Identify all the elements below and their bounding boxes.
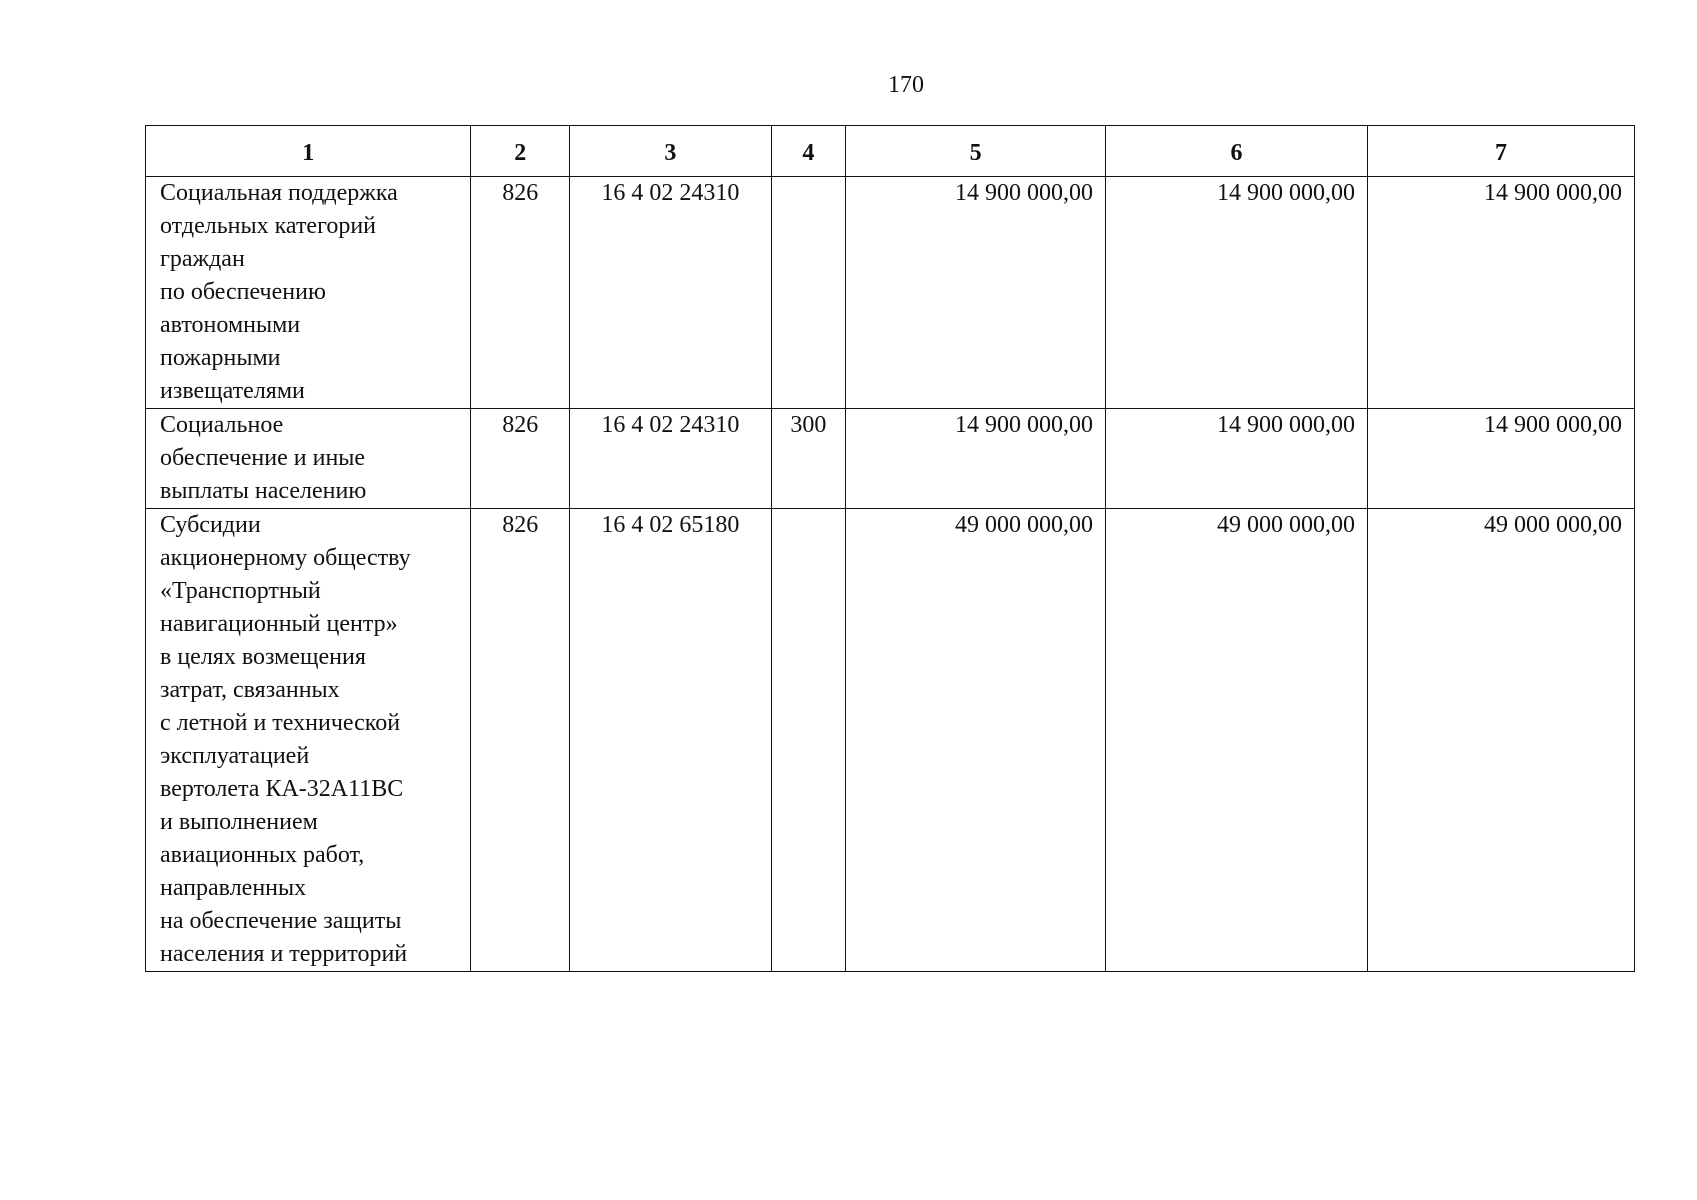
- column-header-6: 6: [1106, 126, 1368, 177]
- row-name-cell: Социальная поддержка отдельных категорий граждан по обеспечению автономными пожарными извещателями: [146, 177, 471, 409]
- column-header-2: 2: [471, 126, 570, 177]
- header-row: [146, 126, 1635, 177]
- column-header-5: 5: [846, 126, 1106, 177]
- table-row: [146, 509, 1635, 972]
- table-row: [146, 409, 1635, 509]
- budget-table: [145, 125, 1635, 972]
- row-amount-6-cell: 14 900 000,00: [1106, 177, 1368, 409]
- row-amount-6-cell: 49 000 000,00: [1106, 509, 1368, 972]
- row-target-cell: 16 4 02 24310: [570, 177, 771, 409]
- table-row: [146, 177, 1635, 409]
- row-type-cell: [771, 509, 846, 972]
- column-header-1: 1: [146, 126, 471, 177]
- page-number: 170: [888, 72, 924, 98]
- row-amount-7-cell: 14 900 000,00: [1367, 177, 1634, 409]
- row-amount-6-cell: 14 900 000,00: [1106, 409, 1368, 509]
- row-target-cell: 16 4 02 65180: [570, 509, 771, 972]
- column-header-3: 3: [570, 126, 771, 177]
- row-code-cell: 826: [471, 409, 570, 509]
- row-name-cell: Социальное обеспечение и иные выплаты населению: [146, 409, 471, 509]
- row-target-cell: 16 4 02 24310: [570, 409, 771, 509]
- row-amount-5-cell: 14 900 000,00: [846, 409, 1106, 509]
- row-amount-5-cell: 49 000 000,00: [846, 509, 1106, 972]
- row-code-cell: 826: [471, 509, 570, 972]
- row-name-cell: Субсидии акционерному обществу «Транспортный навигационный центр» в целях возмещения затрат, связанных с летной и технической эксплуатацией вертолета КА-32А11ВС и выполнением авиационных работ, направленных на обеспечение защиты населения и территорий: [146, 509, 471, 972]
- row-type-cell: 300: [771, 409, 846, 509]
- row-type-cell: [771, 177, 846, 409]
- row-amount-7-cell: 49 000 000,00: [1367, 509, 1634, 972]
- column-header-7: 7: [1367, 126, 1634, 177]
- row-code-cell: 826: [471, 177, 570, 409]
- column-header-4: 4: [771, 126, 846, 177]
- row-amount-5-cell: 14 900 000,00: [846, 177, 1106, 409]
- row-amount-7-cell: 14 900 000,00: [1367, 409, 1634, 509]
